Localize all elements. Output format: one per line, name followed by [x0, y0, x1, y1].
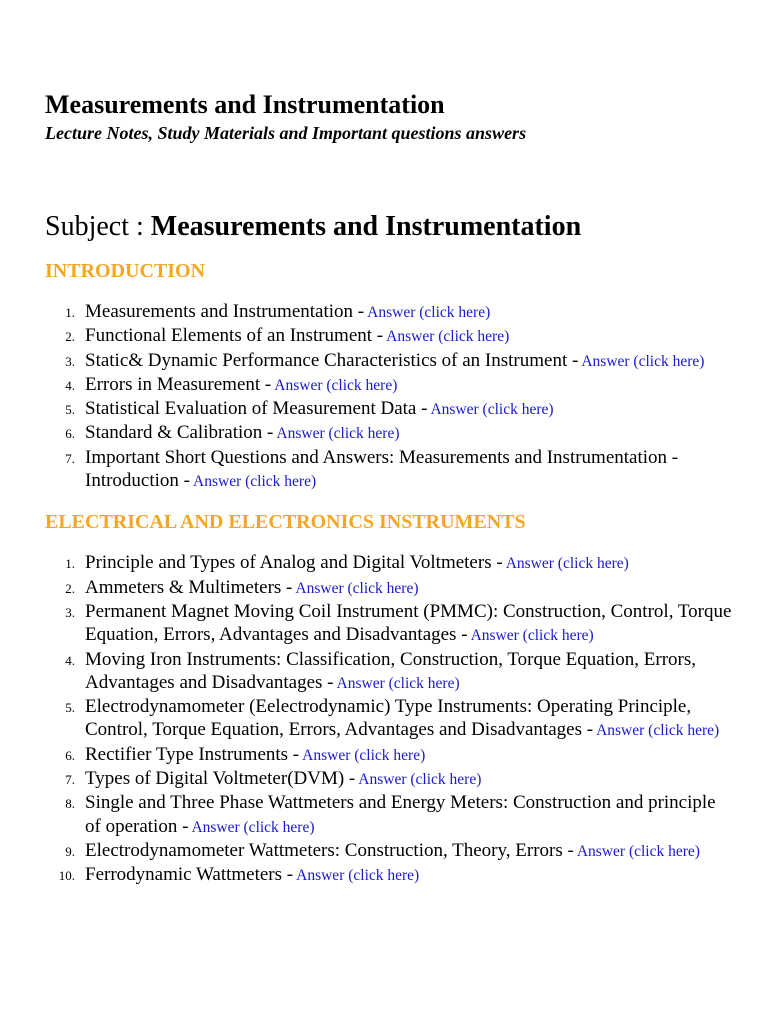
list-item: [45, 648, 735, 696]
list-item: [45, 863, 735, 887]
introduction-topic-list: [45, 300, 735, 493]
item-number: 7.: [65, 450, 75, 466]
item-text: Permanent Magnet Moving Coil Instrument (PMMC): Construction, Control, Torque Equation, Errors, Advantages and Disadvantages -: [85, 600, 732, 646]
item-number: 8.: [65, 796, 75, 812]
item-number: 1.: [65, 305, 75, 320]
answer-link[interactable]: Answer (click here): [596, 722, 720, 740]
item-number: 2.: [65, 580, 75, 596]
item-number: 10.: [58, 868, 75, 884]
list-item: [45, 576, 735, 600]
list-item: [45, 695, 735, 743]
answer-link[interactable]: Answer (click here): [367, 304, 491, 321]
item-text: Functional Elements of an Instrument -: [85, 325, 384, 347]
answer-link[interactable]: Answer (click here): [193, 473, 317, 491]
item-number: 2.: [65, 329, 75, 345]
answer-link[interactable]: Answer (click here): [505, 555, 629, 573]
item-number: 5.: [65, 402, 75, 418]
item-number: 7.: [65, 772, 75, 788]
list-item: [45, 743, 735, 767]
list-item: [45, 600, 735, 648]
answer-link[interactable]: Answer (click here): [302, 746, 426, 764]
item-number: 4.: [65, 652, 75, 668]
answer-link[interactable]: Answer (click here): [296, 867, 420, 885]
item-number: 3.: [65, 353, 75, 369]
subject-label: Subject :: [45, 211, 151, 242]
answer-link[interactable]: Answer (click here): [576, 842, 700, 860]
list-item: [45, 421, 735, 445]
page-title: Measurements and Instrumentation: [45, 90, 445, 119]
answer-link[interactable]: Answer (click here): [430, 401, 554, 419]
list-item: [45, 551, 735, 575]
answer-link[interactable]: Answer (click here): [470, 627, 594, 645]
subject-line: [45, 210, 735, 244]
answer-link[interactable]: Answer (click here): [581, 352, 705, 370]
item-number: 6.: [65, 426, 75, 442]
list-item: [45, 791, 735, 839]
answer-link[interactable]: Answer (click here): [191, 818, 315, 836]
item-number: 3.: [65, 604, 75, 620]
page-subtitle: Lecture Notes, Study Materials and Important questions answers: [45, 123, 527, 143]
item-text: Single and Three Phase Wattmeters and Energy Meters: Construction and principle of operation -: [85, 792, 716, 837]
subject-name: Measurements and Instrumentation: [150, 211, 582, 242]
list-item: [45, 446, 735, 494]
item-number: 9.: [65, 843, 75, 859]
answer-link[interactable]: Answer (click here): [274, 376, 398, 394]
answer-link[interactable]: Answer (click here): [336, 674, 460, 692]
item-text: Types of Digital Voltmeter(DVM) -: [85, 768, 356, 790]
item-text: Errors in Measurement -: [85, 373, 272, 395]
list-item: [45, 349, 735, 373]
item-text: Electrodynamometer Wattmeters: Construction, Theory, Errors -: [85, 839, 574, 861]
item-text: Static& Dynamic Performance Characteristics of an Instrument -: [85, 349, 579, 371]
item-number: 1.: [65, 556, 75, 572]
document-page: [45, 88, 735, 888]
section-heading-introduction: INTRODUCTION: [45, 260, 206, 282]
answer-link[interactable]: Answer (click here): [276, 425, 400, 443]
answer-link[interactable]: Answer (click here): [295, 579, 419, 597]
section-heading-electrical: ELECTRICAL AND ELECTRONICS INSTRUMENTS: [45, 511, 526, 534]
item-number: 5.: [65, 700, 75, 716]
item-text: Standard & Calibration -: [85, 422, 274, 444]
answer-link[interactable]: Answer (click here): [386, 328, 510, 346]
answer-link[interactable]: Answer (click here): [358, 771, 482, 789]
item-text: Ferrodynamic Wattmeters -: [85, 864, 294, 886]
item-text: Rectifier Type Instruments -: [85, 743, 300, 765]
list-item: [45, 324, 735, 348]
list-item: [45, 300, 735, 324]
item-text: Measurements and Instrumentation -: [85, 301, 365, 322]
item-text: Moving Iron Instruments: Classification, Construction, Torque Equation, Errors, Advantages and Disadvantages -: [85, 648, 696, 693]
item-text: Electrodynamometer (Eelectrodynamic) Type Instruments: Operating Principle, Control, Torque Equation, Errors, Advantages and Disadvantages -: [85, 696, 692, 741]
item-number: 4.: [65, 377, 75, 393]
electrical-topic-list: [45, 551, 735, 887]
item-text: Principle and Types of Analog and Digital Voltmeters -: [85, 552, 503, 574]
item-text: Statistical Evaluation of Measurement Data -: [85, 398, 428, 420]
item-number: 6.: [65, 747, 75, 763]
list-item: [45, 373, 735, 397]
item-text: Important Short Questions and Answers: Measurements and Instrumentation - Introduction -: [85, 446, 679, 492]
item-text: Ammeters & Multimeters -: [85, 576, 293, 598]
list-item: [45, 767, 735, 791]
list-item: [45, 397, 735, 421]
list-item: [45, 839, 735, 863]
